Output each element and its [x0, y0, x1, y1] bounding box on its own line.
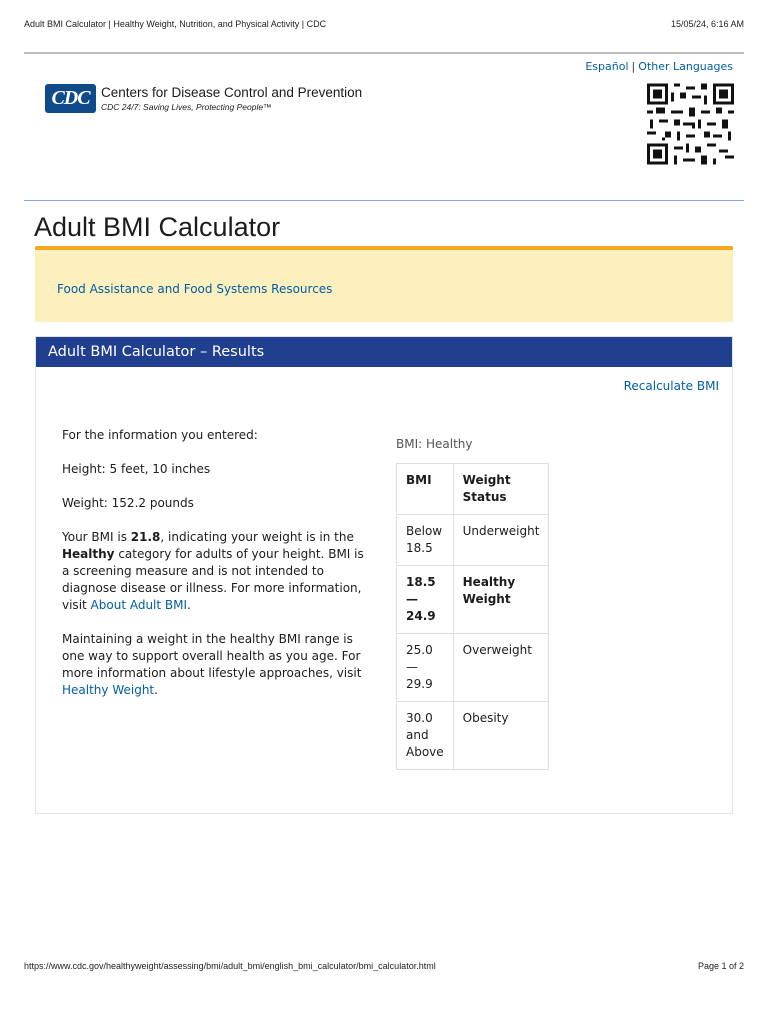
header-bottom-divider [24, 200, 744, 201]
maintain-weight-text [62, 631, 367, 699]
cdc-logo[interactable] [45, 84, 96, 113]
bmi-table [396, 463, 549, 770]
table-row [397, 515, 549, 566]
table-row [397, 634, 549, 702]
results-intro: For the information you entered: [62, 428, 258, 442]
bmi-value: 21.8 [130, 530, 161, 544]
print-page-number: Page 1 of 2 [697, 961, 744, 971]
notice-banner [35, 246, 733, 322]
bmi-text: , indicating your weight is in the [160, 530, 354, 544]
other-languages-link[interactable]: Other Languages [638, 60, 733, 73]
healthy-weight-link[interactable]: Healthy Weight [62, 683, 155, 697]
bmi-category: Healthy [62, 547, 115, 561]
print-datetime: 15/05/24, 6:16 AM [670, 19, 744, 29]
column-header-weight-status: Weight Status [453, 464, 549, 515]
bmi-text: . [187, 598, 191, 612]
bmi-range: 25.0 — 29.9 [397, 634, 454, 702]
bmi-text: Your BMI is [62, 530, 131, 544]
print-url: https://www.cdc.gov/healthyweight/assessing/bmi/adult_bmi/english_bmi_calculator/bmi_calculator.html [24, 961, 436, 971]
header-divider [24, 52, 744, 54]
weight-status: Obesity [453, 702, 549, 770]
table-row [397, 702, 549, 770]
language-links [585, 60, 733, 73]
food-assistance-link[interactable]: Food Assistance and Food Systems Resources [57, 282, 333, 296]
table-row [397, 566, 549, 634]
bmi-text: category for adults of your height. BMI is a screening measure and is not intended to diagnose disease or illness. For more information, visit [62, 547, 364, 612]
org-name[interactable]: Centers for Disease Control and Prevention [101, 85, 363, 100]
bmi-range: Below 18.5 [397, 515, 454, 566]
recalculate-bmi-link[interactable]: Recalculate BMI [623, 379, 719, 393]
bmi-range: 18.5 — 24.9 [397, 566, 454, 634]
maintain-text: Maintaining a weight in the healthy BMI range is one way to support overall health as you age. For more information about lifestyle approaches, visit [62, 632, 362, 680]
page-title: Adult BMI Calculator [34, 212, 281, 242]
tagline: CDC 24/7: Saving Lives, Protecting People™ [101, 102, 272, 112]
language-separator: | [631, 60, 636, 73]
weight-status: Healthy Weight [453, 566, 549, 634]
bmi-table-caption: BMI: Healthy [396, 437, 473, 451]
weight-status: Underweight [453, 515, 549, 566]
table-header-row [397, 464, 549, 515]
height-value: Height: 5 feet, 10 inches [62, 462, 211, 476]
results-header: Adult BMI Calculator – Results [36, 337, 732, 367]
bmi-range: 30.0 and Above [397, 702, 454, 770]
maintain-text: . [154, 683, 158, 697]
results-card [35, 336, 733, 814]
about-adult-bmi-link[interactable]: About Adult BMI [90, 598, 188, 612]
print-page-title: Adult BMI Calculator | Healthy Weight, Nutrition, and Physical Activity | CDC [24, 19, 327, 29]
cdc-logo-text: CDC [51, 87, 90, 109]
weight-status: Overweight [453, 634, 549, 702]
qr-code-icon [647, 83, 734, 165]
weight-value: Weight: 152.2 pounds [62, 496, 194, 510]
results-info [62, 427, 367, 716]
espanol-link[interactable]: Español [585, 60, 629, 73]
column-header-bmi: BMI [397, 464, 454, 515]
bmi-summary [62, 529, 367, 614]
